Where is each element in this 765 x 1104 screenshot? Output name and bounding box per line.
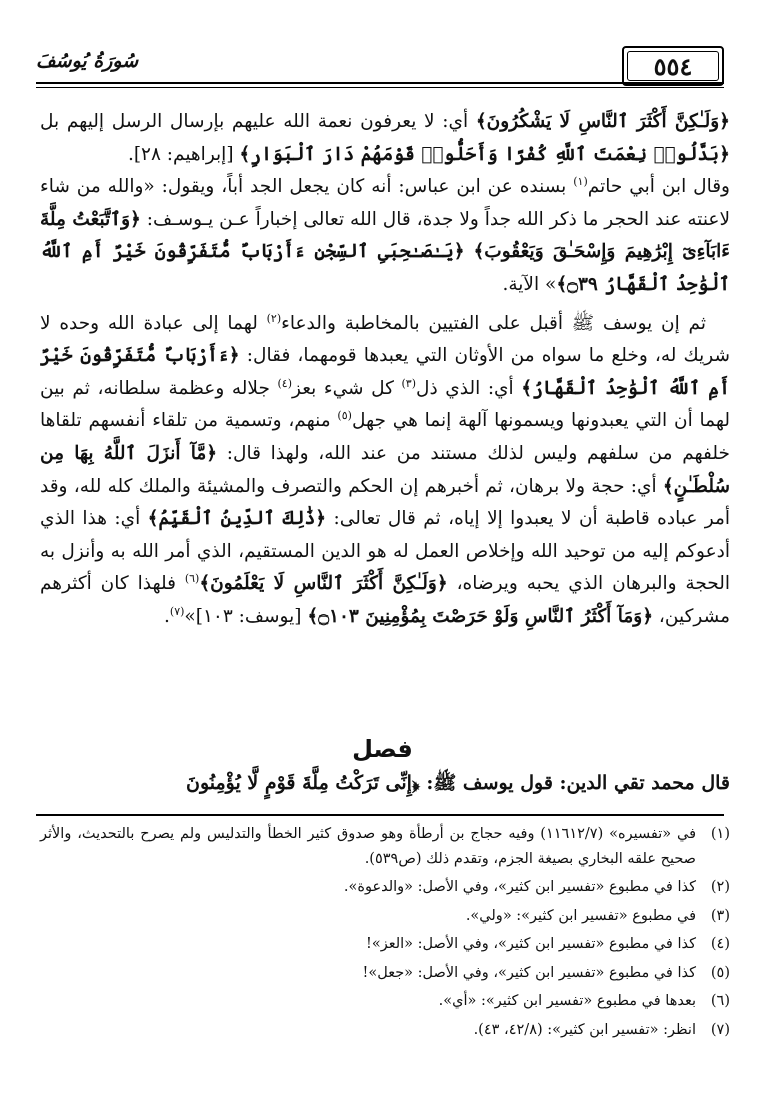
text-run: . xyxy=(164,605,170,627)
quran-quote: ﴿وَمَآ أَكْثَرُ ٱلنَّاسِ وَلَوْ حَرَصْتَ بِمُؤْمِنِينَ ۝١٠٣﴾ xyxy=(307,605,654,627)
footnote-number: (٦) xyxy=(710,993,730,1009)
footnote-separator xyxy=(36,814,724,816)
footnotes-list xyxy=(40,822,730,1046)
footnote-ref: (٣) xyxy=(401,376,416,390)
footnote-text: كذا في مطبوع «تفسير ابن كثير»، وفي الأصل: «والدعوة». xyxy=(343,879,696,895)
text-run: منهم، وتسمية من تلقاء أنفسهم تلقاها خلفهم من سلفهم وليس لذلك مستند من عند الله، ولهذا قال: xyxy=(40,410,730,464)
quran-quote: ﴿مَّآ أَنزَلَ ٱللَّهُ بِهَا مِن سُلْطَـٰنٍ﴾ xyxy=(40,442,730,497)
footnote-number: (١) xyxy=(710,826,730,842)
footnote xyxy=(40,932,730,957)
section-first-line xyxy=(40,768,730,798)
footnote-text: انظر: «تفسير ابن كثير»: (٤٢/٨، ٤٣). xyxy=(473,1021,696,1038)
page-number-frame xyxy=(622,46,724,86)
footnote-text: كذا في مطبوع «تفسير ابن كثير»، وفي الأصل: «جعل»! xyxy=(362,964,696,981)
paragraph xyxy=(40,171,730,301)
text-run: كل شيء بعز xyxy=(292,377,402,399)
section-intro: قول يوسف ﷺ: xyxy=(419,772,560,794)
header-rule xyxy=(36,82,724,84)
footnote xyxy=(40,961,730,986)
footnote-ref: (٤) xyxy=(277,376,292,390)
footnote-text: في مطبوع «تفسير ابن كثير»: «ولي». xyxy=(465,907,696,924)
text-run: بسنده عن ابن عباس: أنه كان يجعل الجد أباً، ويقول: «والله من شاء لاعنته عند الحجر ما ذكر الله جداً ولا جدة، قال الله تعالى إخباراً عـن يـوسـف: xyxy=(40,176,730,230)
footnote-ref: (١) xyxy=(573,175,588,189)
sura-name: سُورَةُ يُوسُفَ xyxy=(36,50,139,72)
footnote-text: في «تفسيره» (١١٦١٢/٧) وفيه حجاج بن أرطأة وهو صدوق كثير الخطأ والتدليس ولم يصرح بالتحديث، والأثر صحيح علقه البخاري بصيغة الجزم، وتقدم ذلك (ص٥٣٩). xyxy=(40,826,696,867)
quran-quote: ﴿يَـٰصَـٰحِبَىِ ٱلسِّجْنِ ءَأَرْبَابٌ مُّتَفَرِّقُونَ خَيْرٌ أَمِ ٱللَّهُ ٱلْوَٰحِدُ ٱلْقَهَّارُ ۝٣٩﴾ xyxy=(40,241,730,295)
quran-quote: ﴿وَلَـٰكِنَّ أَكْثَرَ ٱلنَّاسِ لَا يَعْلَمُونَ﴾ xyxy=(199,573,448,595)
paragraph xyxy=(40,308,730,634)
footnote xyxy=(40,875,730,900)
text-run: » الآية. xyxy=(502,273,557,295)
footnote-number: (٣) xyxy=(710,907,730,924)
section-speaker: قال محمد تقي الدين: xyxy=(559,772,730,794)
footnote xyxy=(40,1018,730,1043)
header-rule-thin xyxy=(36,87,724,88)
quran-quote: ﴿وَٱتَّبَعْتُ مِلَّةَ ءَابَآءِىٓ إِبْرَٰهِيمَ وَإِسْحَـٰقَ وَيَعْقُوبَ﴾ xyxy=(40,208,730,263)
footnote-ref: (٧) xyxy=(169,604,185,618)
quran-quote: ﴿ءَأَرْبَابٌ مُّتَفَرِّقُونَ خَيْرٌ أَمِ ٱللَّهُ ٱلْوَٰحِدُ ٱلْقَهَّارُ﴾ xyxy=(40,345,730,399)
text-run: جلاله وعظمة سلطانه، ثم بين لهما أن التي يعبدونها ويسمونها آلهة إنما هي جهل xyxy=(40,377,730,432)
footnote-number: (٧) xyxy=(710,1021,730,1038)
text-run: أي: الذي ذل xyxy=(416,377,522,399)
text-run: فلهذا كان أكثرهم مشركين، xyxy=(40,573,730,627)
footnote xyxy=(40,822,730,871)
text-run: أي: هذا الذي أدعوكم إليه من توحيد الله وإخلاص العمل له هو الدين المستقيم، الذي أمر الله به وأنزل به الحجة والبرهان الذي يحبه ويرضاه، xyxy=(40,508,731,595)
paragraph xyxy=(40,106,730,171)
footnote-text: كذا في مطبوع «تفسير ابن كثير»، وفي الأصل: «العز»! xyxy=(366,936,696,952)
footnote xyxy=(40,989,730,1014)
quran-quote: ﴿وَلَـٰكِنَّ أَكْثَرَ ٱلنَّاسِ لَا يَشْكُرُونَ﴾ xyxy=(475,111,730,132)
footnote-ref: (٥) xyxy=(337,409,352,423)
quran-quote: ﴿بَدَّلُوا۟ نِعْمَتَ ٱللَّهِ كُفْرًا وَأَحَلُّوا۟ قَوْمَهُمْ دَارَ ٱلْبَوَارِ﴾ xyxy=(239,143,730,165)
text-run: وقال ابن أبي حاتم xyxy=(587,176,730,198)
text-run: ثم إن يوسف ﷺ أقبل على الفتيين بالمخاطبة والدعاء xyxy=(281,312,706,334)
text-run: [إبراهيم: ٢٨]. xyxy=(127,143,240,165)
text-run: أي: حجة ولا برهان، ثم أخبرهم إن الحكم والتصرف والمشيئة والملك كله لله، وقد أمر عباده قاطبة أن لا يعبدوا إلا إياه، ثم قال تعالى: xyxy=(40,475,731,530)
footnote-number: (٢) xyxy=(710,879,730,895)
text-run: لهما إلى عبادة الله وحده لا شريك له، وخلع ما سواه من الأوثان التي يعبدها قومهما، فقال: xyxy=(40,312,730,367)
footnote xyxy=(40,904,730,929)
page-number: ٥٥٤ xyxy=(653,51,693,81)
footnote-text: بعدها في مطبوع «تفسير ابن كثير»: «أي». xyxy=(438,993,696,1009)
footnote-number: (٥) xyxy=(710,964,730,981)
text-run: أي: لا يعرفون نعمة الله عليهم بإرسال الرسل إليهم بل xyxy=(40,111,476,132)
text-run: [يوسف: ١٠٣]» xyxy=(184,605,308,627)
footnote-ref: (٦) xyxy=(184,572,200,586)
quran-quote: ﴿ذَٰلِكَ ٱلدِّينُ ٱلْقَيِّمُ﴾ xyxy=(147,508,327,530)
section-heading: فصل xyxy=(352,735,413,763)
footnote-number: (٤) xyxy=(710,936,730,952)
footnote-ref: (٢) xyxy=(266,311,282,325)
page-header xyxy=(36,42,724,90)
section-quran-quote: ﴿إِنِّى تَرَكْتُ مِلَّةَ قَوْمٍ لَّا يُؤْمِنُونَ xyxy=(186,772,420,794)
main-text xyxy=(40,106,730,634)
